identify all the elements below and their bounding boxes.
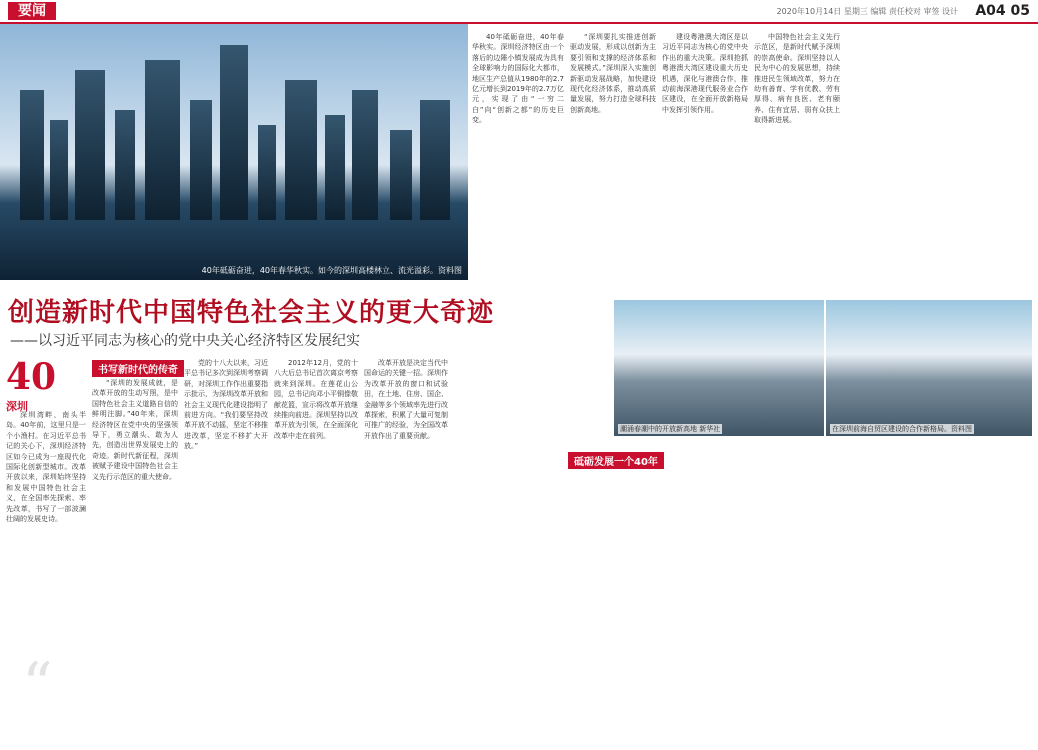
badge-city: 深圳 <box>6 400 28 413</box>
photo-caption: 40年砥砺奋进，40年春华秋实。如今的深圳高楼林立、流光溢彩。资料图 <box>201 266 462 275</box>
page-header <box>0 0 1038 24</box>
column-2: “深圳的发展成就，是改革开放的生动写照，是中国特色社会主义道路自信的鲜明注脚。”40年来，深圳经济特区在党中央的坚强领导下，勇立潮头、敢为人先，创造出世界发展史上的奇迹。新时代新征程，深圳被赋予建设中国特色社会主义先行示范区的重大使命。 <box>92 379 178 481</box>
photo-2-caption: 在深圳前海自贸区建设的合作新格局。资料图 <box>832 425 972 433</box>
quote-mark: “ <box>22 650 53 720</box>
box-heading-1: 书写新时代的传奇 <box>92 360 184 377</box>
hero-photo <box>0 24 468 280</box>
photo-1 <box>614 300 824 436</box>
photo-2 <box>826 300 1032 436</box>
section-label: 要闻 <box>8 2 56 20</box>
anniversary-badge <box>6 356 68 414</box>
page-number: A04 05 <box>975 3 1030 19</box>
column-7: “深圳要扎实推进创新驱动发展，形成以创新为主要引领和支撑的经济体系和发展模式。”深圳深入实施创新驱动发展战略，加快建设现代化经济体系，推动高质量发展，努力打造全球科技创新高地。 <box>570 33 656 114</box>
header-meta: 2020年10月14日 星期三 编辑 责任校对 审签 设计 <box>776 7 958 16</box>
box-heading-2: 砥砺发展一个40年 <box>568 452 664 469</box>
column-6: 40年砥砺奋进，40年春华秋实。深圳经济特区由一个落后的边陲小镇发展成为具有全球影响力的国际化大都市，地区生产总值从1980年的2.7亿元增长到2019年的2.7万亿元，实现了由“一穷二白”向“创新之都”的历史巨变。 <box>472 33 564 125</box>
headline-subtitle: ——以习近平同志为核心的党中央关心经济特区发展纪实 <box>10 333 360 349</box>
column-4: 2012年12月，党的十八大后总书记首次离京考察就来到深圳。在莲花山公园，总书记向邓小平铜像敬献花篮，宣示将改革开放继续推向前进。深圳坚持以改革开放为引领，在全面深化改革中走在前列。 <box>274 359 358 440</box>
badge-number: 40 <box>6 356 57 398</box>
headline-title: 创造新时代中国特色社会主义的更大奇迹 <box>8 298 495 328</box>
column-9: 中国特色社会主义先行示范区，是新时代赋予深圳的崇高使命。深圳坚持以人民为中心的发展思想，持续推进民生领域改革，努力在幼有善育、学有优教、劳有厚得、病有良医、老有颐养、住有宜居、弱有众扶上取得新进展。 <box>754 33 840 125</box>
column-1: 深圳湾畔，南头半岛。40年前，这里只是一个小渔村。在习近平总书记的关心下，深圳经济特区如今已成为一座现代化国际化创新型城市。改革开放以来，深圳始终坚持和发展中国特色社会主义，在全国率先探索、率先改革，书写了一部波澜壮阔的发展史诗。 <box>6 411 86 524</box>
column-5: 改革开放是决定当代中国命运的关键一招。深圳作为改革开放的窗口和试验田，在土地、住房、国企、金融等多个领域率先进行改革探索，积累了大量可复制可推广的经验，为全国改革开放作出了重要贡献。 <box>364 359 448 440</box>
photo-1-caption: 潮涌春潮中的开放新高地 新华社 <box>620 425 721 433</box>
column-8: 建设粤港澳大湾区是以习近平同志为核心的党中央作出的重大决策。深圳抢抓粤港澳大湾区建设重大历史机遇，深化与港澳合作，推动前海深港现代服务业合作区建设，在全面开放新格局中发挥引领作用。 <box>662 33 748 114</box>
column-3: 党的十八大以来，习近平总书记多次到深圳考察调研，对深圳工作作出重要指示批示，为深圳改革开放和社会主义现代化建设指明了前进方向。“我们要坚持改革开放不动摇，坚定不移推进改革，坚定不移扩大开放。” <box>184 359 268 451</box>
